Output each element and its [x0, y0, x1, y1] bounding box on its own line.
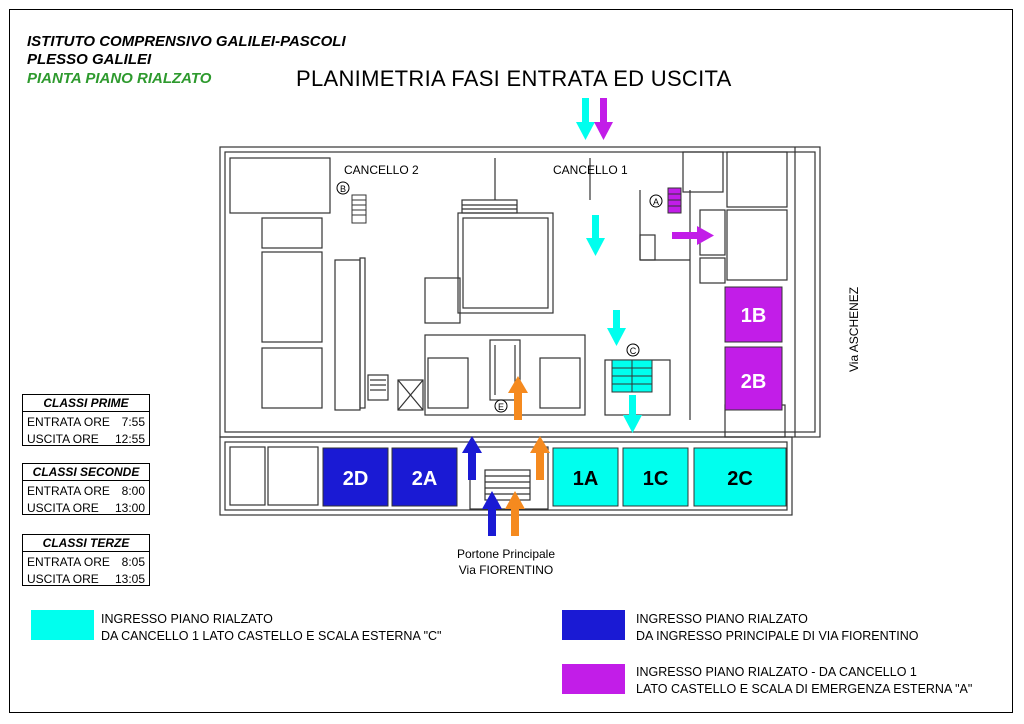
arrow-orange-corridor — [530, 436, 550, 480]
floor-name: PIANTA PIANO RIALZATO — [27, 70, 212, 87]
legend-swatch-cyan — [31, 610, 94, 640]
legend-line1: INGRESSO PIANO RIALZATO - DA CANCELLO 1 — [636, 665, 917, 679]
svg-text:B: B — [339, 184, 347, 194]
svg-text:A: A — [652, 197, 660, 207]
out-time: 12:55 — [114, 432, 145, 446]
room-label: 1C — [642, 468, 669, 490]
arrow-purple-right — [672, 226, 714, 245]
out-label: USCITA ORE — [27, 432, 99, 446]
svg-text:C: C — [629, 346, 637, 356]
legend-text-purple — [636, 664, 972, 698]
page-title: PLANIMETRIA FASI ENTRATA ED USCITA — [296, 66, 732, 91]
legend-line1: INGRESSO PIANO RIALZATO — [101, 612, 273, 626]
gate-2-label: CANCELLO 2 — [344, 163, 419, 177]
in-time: 7:55 — [121, 415, 145, 429]
arrow-cyan-courtyard — [586, 215, 605, 256]
legend-line2: DA CANCELLO 1 LATO CASTELLO E SCALA ESTERNA "C" — [101, 629, 442, 643]
svg-text:E: E — [497, 402, 505, 412]
in-time: 8:05 — [121, 555, 145, 569]
timetable-heading: CLASSI PRIME — [23, 395, 149, 412]
legend-line2: LATO CASTELLO E SCALA DI EMERGENZA ESTERNA "A" — [636, 682, 973, 696]
room-1a — [553, 448, 618, 506]
in-label: ENTRATA ORE — [27, 484, 110, 498]
room-2b — [725, 347, 782, 410]
arrow-cyan-gate1 — [576, 98, 595, 140]
arrow-orange-stair-e — [508, 376, 528, 420]
room-label: 1B — [740, 305, 767, 327]
room-label: 2B — [740, 371, 767, 393]
main-entrance-line1: Portone Principale — [456, 547, 556, 561]
school-name: ISTITUTO COMPRENSIVO GALILEI-PASCOLI — [27, 33, 346, 50]
marker-b — [337, 182, 349, 194]
room-2d — [323, 448, 388, 506]
room-1c — [623, 448, 688, 506]
in-label: ENTRATA ORE — [27, 555, 110, 569]
room-label: 2C — [727, 468, 753, 490]
arrow-purple-gate1 — [594, 98, 613, 140]
timetable-terze — [22, 534, 150, 586]
out-label: USCITA ORE — [27, 572, 99, 586]
timetable-prime — [22, 394, 150, 446]
stair-c — [612, 360, 652, 392]
stairs-b — [352, 195, 366, 223]
legend-line1: INGRESSO PIANO RIALZATO — [636, 612, 808, 626]
in-time: 8:00 — [121, 484, 145, 498]
in-label: ENTRATA ORE — [27, 415, 110, 429]
gate-1-label: CANCELLO 1 — [553, 163, 628, 177]
stair-a — [668, 188, 681, 213]
timetable-heading: CLASSI SECONDE — [23, 464, 149, 481]
legend-swatch-purple — [562, 664, 625, 694]
legend-text-cyan — [101, 611, 441, 645]
out-label: USCITA ORE — [27, 501, 99, 515]
out-time: 13:00 — [114, 501, 145, 515]
room-2a — [392, 448, 457, 506]
street-aschenez: Via ASCHENEZ — [847, 286, 861, 372]
room-label: 1A — [572, 468, 599, 490]
building-name: PLESSO GALILEI — [27, 51, 152, 68]
room-1b — [725, 287, 782, 342]
marker-a — [650, 195, 662, 207]
legend-swatch-blue — [562, 610, 625, 640]
marker-e — [495, 400, 507, 412]
arrow-cyan-corridor — [623, 395, 642, 433]
timetable-heading: CLASSI TERZE — [23, 535, 149, 552]
marker-c — [627, 344, 639, 356]
main-entrance-line2: Via FIORENTINO — [458, 563, 554, 577]
legend-text-blue — [636, 611, 918, 645]
arrow-orange-main — [505, 491, 525, 536]
arrow-cyan-stair-c — [607, 310, 626, 346]
legend-line2: DA INGRESSO PRINCIPALE DI VIA FIORENTINO — [636, 629, 919, 643]
room-label: 2A — [411, 468, 438, 490]
room-2c — [694, 448, 786, 506]
arrow-blue-corridor — [462, 436, 482, 480]
timetable-seconde — [22, 463, 150, 515]
room-label: 2D — [342, 468, 369, 490]
out-time: 13:05 — [114, 572, 145, 586]
